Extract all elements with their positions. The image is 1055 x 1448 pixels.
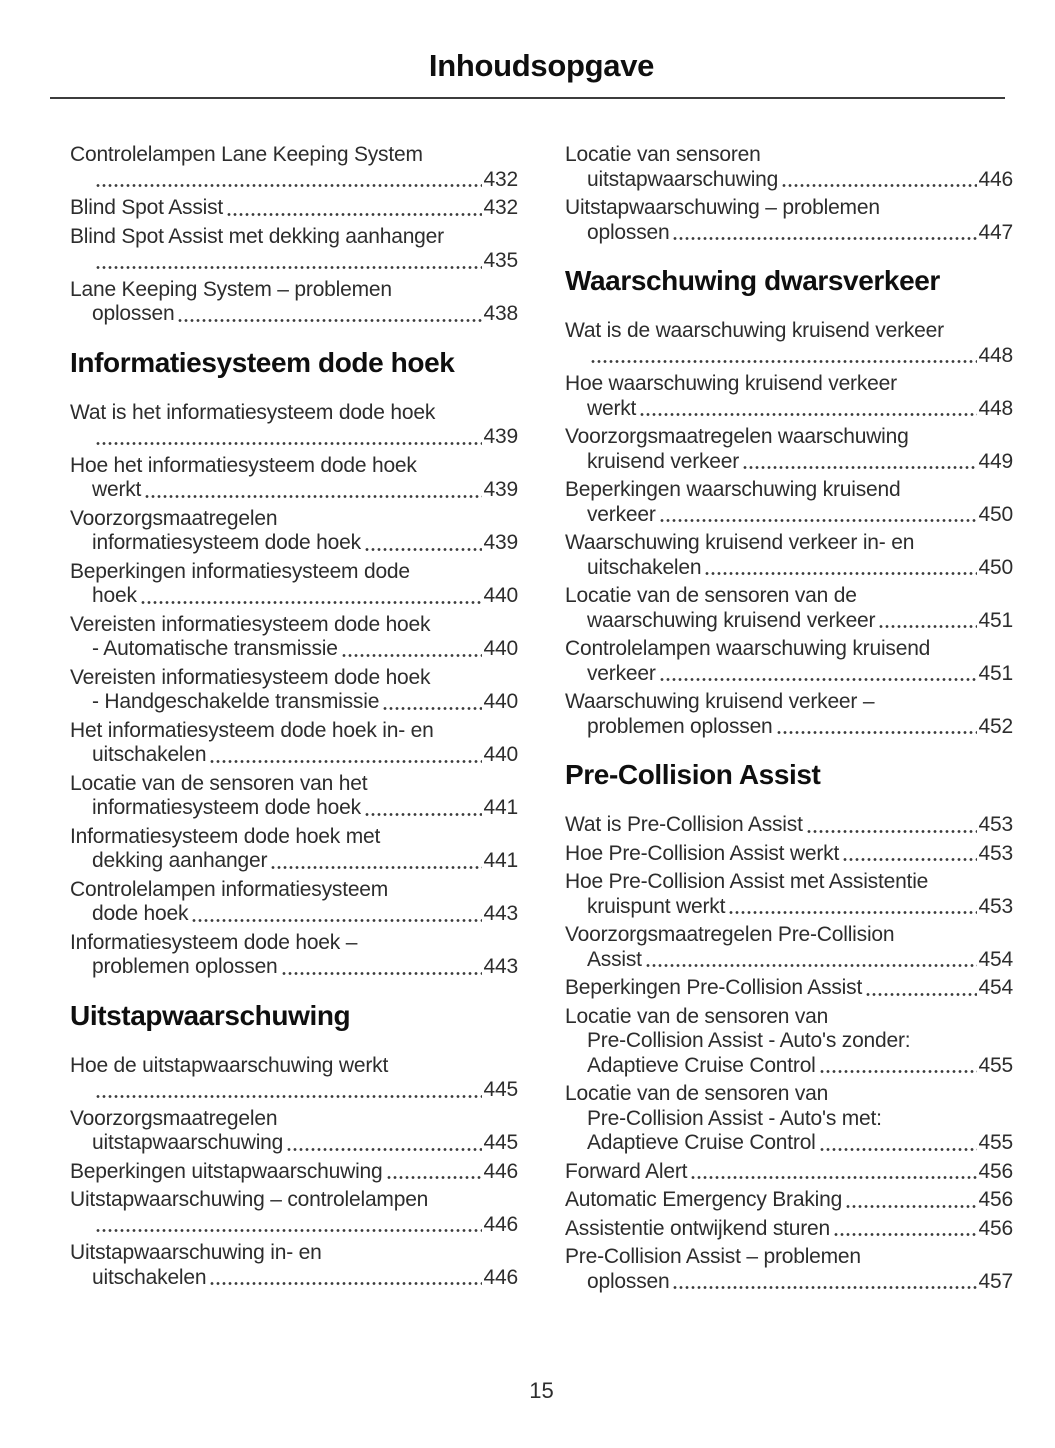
toc-entry-text: Controlelampen Lane Keeping System	[70, 143, 423, 166]
toc-entry-text: verkeer	[587, 661, 656, 685]
toc-page-number: 448	[978, 343, 1013, 367]
toc-page-number: 443	[483, 955, 518, 978]
toc-entry	[70, 560, 518, 609]
toc-page-number: 441	[483, 849, 518, 872]
dot-leader	[144, 493, 481, 500]
dot-leader	[364, 546, 482, 553]
dot-leader	[382, 705, 481, 712]
toc-entry	[70, 613, 518, 662]
toc-page-number: 450	[978, 502, 1013, 526]
toc-entry-text: problemen oplossen	[587, 714, 773, 738]
dot-leader	[672, 235, 976, 242]
dot-leader	[865, 991, 976, 998]
dot-leader	[140, 599, 482, 606]
toc-page-number: 454	[978, 947, 1013, 971]
toc-entry	[565, 1188, 1013, 1213]
toc-entry-text: uitstapwaarschuwing	[92, 1131, 284, 1154]
toc-page-number: 432	[483, 167, 518, 191]
toc-entry	[565, 143, 1013, 192]
toc-entry-text: kruispunt werkt	[587, 894, 726, 918]
toc-entry-text: Wat is Pre-Collision Assist	[565, 813, 803, 836]
dot-leader	[659, 517, 977, 524]
toc-page-number: 443	[483, 902, 518, 925]
toc-page-number: 438	[483, 302, 518, 325]
toc-entry	[70, 931, 518, 980]
toc-page-number: 456	[978, 1216, 1013, 1240]
toc-entry	[70, 1188, 518, 1237]
toc-entry-text: Adaptieve Cruise Control	[587, 1053, 816, 1077]
toc-entry	[565, 1005, 1013, 1079]
toc-entry	[565, 478, 1013, 527]
toc-entry-text: Waarschuwing kruisend verkeer in- en	[565, 531, 915, 554]
toc-page-number: 450	[978, 555, 1013, 579]
toc-entry-text: Het informatiesysteem dode hoek in- en	[70, 718, 434, 742]
toc-page-number: 451	[978, 661, 1013, 685]
dot-leader	[386, 1174, 482, 1181]
toc-page-number: 447	[978, 220, 1013, 244]
toc-entry	[70, 507, 518, 556]
toc-page-number: 456	[978, 1159, 1013, 1183]
toc-entry-text: informatiesysteem dode hoek	[92, 531, 361, 554]
toc-entry-text: Blind Spot Assist met dekking aanhanger	[70, 224, 444, 248]
toc-entry-text: uitschakelen	[587, 555, 702, 579]
toc-entry-text: Controlelampen waarschuwing kruisend	[565, 637, 931, 660]
toc-entry-text: Informatiesysteem dode hoek –	[70, 930, 358, 954]
toc-entry-text: Hoe het informatiesysteem dode hoek	[70, 453, 417, 477]
dot-leader	[95, 264, 482, 271]
toc-page-number: 439	[483, 531, 518, 554]
dot-leader	[672, 1284, 976, 1291]
toc-entry-text: - Automatische transmissie	[92, 637, 338, 660]
dot-leader	[878, 623, 976, 630]
dot-leader	[704, 570, 976, 577]
toc-page-number: 446	[978, 167, 1013, 191]
toc-page-number: 445	[483, 1131, 518, 1154]
toc-entry-text: dode hoek	[92, 902, 189, 925]
toc-entry-text: Vereisten informatiesysteem dode hoek	[70, 612, 431, 636]
section-heading: Informatiesysteem dode hoek	[70, 346, 455, 378]
dot-leader	[781, 182, 976, 189]
dot-leader	[659, 676, 977, 683]
toc-entry-text: Informatiesysteem dode hoek met	[70, 824, 381, 848]
toc-entry	[70, 666, 518, 715]
toc-entry-text: Pre-Collision Assist - Auto's zonder:	[587, 1029, 911, 1052]
toc-entry	[70, 772, 518, 821]
toc-column-left	[70, 143, 518, 1298]
toc-page-number: 449	[978, 449, 1013, 473]
toc-page-number: 446	[483, 1212, 518, 1236]
section-heading: Uitstapwaarschuwing	[70, 999, 351, 1031]
dot-leader	[806, 828, 977, 835]
page-number-footer: 15	[529, 1378, 554, 1403]
toc-entry	[565, 976, 1013, 1001]
dot-leader	[341, 652, 482, 659]
toc-page-number: 455	[978, 1053, 1013, 1077]
toc-entry-text: Assist	[587, 947, 642, 971]
toc-entry-text: hoek	[92, 584, 137, 607]
toc-entry-text: Beperkingen uitstapwaarschuwing	[70, 1159, 383, 1183]
toc-entry-text: Locatie van de sensoren van de	[565, 584, 857, 607]
toc-entry	[565, 319, 1013, 368]
toc-entry	[70, 719, 518, 768]
toc-entry	[565, 584, 1013, 633]
toc-entry-text: Beperkingen informatiesysteem dode	[70, 559, 410, 583]
toc-entry-text: Voorzorgsmaatregelen Pre-Collision	[565, 923, 895, 946]
dot-leader	[95, 182, 482, 189]
toc-entry	[70, 1241, 518, 1290]
toc-page-number: 453	[978, 841, 1013, 865]
dot-leader	[177, 317, 481, 324]
toc-entry	[565, 1217, 1013, 1242]
toc-entry-text: Hoe Pre-Collision Assist werkt	[565, 841, 840, 865]
toc-entry-text: Uitstapwaarschuwing in- en	[70, 1241, 322, 1264]
toc-page-number: 439	[483, 478, 518, 501]
toc-page-number: 452	[978, 714, 1013, 738]
toc-page-number: 440	[483, 584, 518, 607]
toc-entry-text: Voorzorgsmaatregelen waarschuwing	[565, 425, 909, 448]
toc-entry-text: werkt	[92, 478, 142, 501]
dot-leader	[819, 1146, 977, 1153]
toc-entry-text: oplossen	[587, 220, 670, 244]
dot-leader	[95, 1093, 482, 1100]
toc-entry-text: Beperkingen Pre-Collision Assist	[565, 976, 863, 999]
toc-entry	[70, 225, 518, 274]
toc-entry-text: werkt	[587, 396, 637, 420]
toc-entry-text: Locatie van de sensoren van het	[70, 771, 368, 795]
toc-entry	[70, 401, 518, 450]
toc-entry	[70, 454, 518, 503]
toc-entry-text: oplossen	[587, 1269, 670, 1293]
toc-entry	[70, 825, 518, 874]
dot-leader	[842, 856, 976, 863]
dot-leader	[590, 358, 977, 365]
dot-leader	[226, 211, 482, 218]
toc-entry-text: uitstapwaarschuwing	[587, 167, 779, 191]
dot-leader	[833, 1231, 977, 1238]
toc-page-number: 446	[483, 1265, 518, 1289]
toc-entry-text: Pre-Collision Assist – problemen	[565, 1245, 861, 1268]
toc-entry-text: Beperkingen waarschuwing kruisend	[565, 478, 901, 501]
toc-page-number: 455	[978, 1131, 1013, 1154]
toc-page-number: 439	[483, 425, 518, 448]
dot-leader	[209, 1280, 481, 1287]
toc-entry	[565, 425, 1013, 474]
toc-page-number: 445	[483, 1078, 518, 1101]
toc-entry-text: Uitstapwaarschuwing – problemen	[565, 196, 880, 219]
section-heading: Pre-Collision Assist	[565, 759, 821, 790]
toc-entry	[70, 1160, 518, 1185]
toc-entry	[565, 1160, 1013, 1185]
toc-entry	[565, 196, 1013, 245]
toc-page-number: 440	[483, 743, 518, 766]
toc-entry-text: kruisend verkeer	[587, 449, 740, 473]
dot-leader	[191, 917, 481, 924]
toc-entry-text: Wat is de waarschuwing kruisend verkeer	[565, 319, 944, 342]
toc-entry-text: oplossen	[92, 302, 175, 325]
toc-entry-text: Lane Keeping System – problemen	[70, 277, 392, 301]
dot-leader	[364, 811, 482, 818]
toc-entry	[565, 813, 1013, 838]
toc-entry-text: Assistentie ontwijkend sturen	[565, 1216, 831, 1240]
toc-page-number: 453	[978, 894, 1013, 918]
toc-entry-text: Voorzorgsmaatregelen	[70, 506, 278, 530]
toc-entry-text: Controlelampen informatiesysteem	[70, 877, 389, 901]
dot-leader	[690, 1174, 976, 1181]
dot-leader	[270, 864, 481, 871]
toc-entry-text: Vereisten informatiesysteem dode hoek	[70, 665, 431, 689]
toc-entry	[565, 870, 1013, 919]
toc-entry-text: Automatic Emergency Braking	[565, 1188, 843, 1211]
page-title: Inhoudsopgave	[428, 48, 655, 83]
dot-leader	[776, 729, 977, 736]
toc-entry	[565, 637, 1013, 686]
toc-page-number: 454	[978, 976, 1013, 999]
toc-page-number: 457	[978, 1269, 1013, 1293]
toc-entry-text: Wat is het informatiesysteem dode hoek	[70, 400, 436, 424]
toc-entry	[565, 690, 1013, 739]
toc-entry-text: dekking aanhanger	[92, 849, 268, 872]
section-heading: Waarschuwing dwarsverkeer	[565, 265, 940, 296]
toc-entry-text: Hoe de uitstapwaarschuwing werkt	[70, 1053, 389, 1077]
dot-leader	[95, 440, 482, 447]
dot-leader	[845, 1203, 976, 1210]
toc-page-number: 446	[483, 1159, 518, 1183]
dot-leader	[742, 464, 977, 471]
toc-entry-text: problemen oplossen	[92, 955, 278, 978]
toc-entry-text: uitschakelen	[92, 1265, 207, 1289]
toc-entry-text: Forward Alert	[565, 1159, 688, 1183]
toc-entry	[70, 278, 518, 327]
toc-entry-text: Blind Spot Assist	[70, 196, 224, 219]
toc-entry-text: Locatie van de sensoren van	[565, 1004, 829, 1028]
dot-leader	[95, 1227, 482, 1234]
toc-entry	[565, 842, 1013, 867]
dot-leader	[281, 970, 482, 977]
toc-page-number: 440	[483, 690, 518, 713]
toc-entry	[70, 1107, 518, 1156]
toc-entry-text: uitschakelen	[92, 743, 207, 766]
toc-columns	[0, 143, 1055, 1298]
dot-leader	[286, 1146, 481, 1153]
toc-entry	[70, 143, 518, 192]
toc-entry-text: Locatie van de sensoren van	[565, 1082, 829, 1105]
toc-page-number: 440	[483, 637, 518, 660]
toc-page-number: 432	[483, 196, 518, 219]
toc-entry	[565, 531, 1013, 580]
toc-page-number: 453	[978, 813, 1013, 836]
toc-entry	[70, 878, 518, 927]
toc-entry-text: Hoe waarschuwing kruisend verkeer	[565, 372, 897, 395]
toc-entry	[565, 372, 1013, 421]
toc-entry-text: waarschuwing kruisend verkeer	[587, 608, 876, 632]
dot-leader	[209, 758, 481, 765]
dot-leader	[728, 909, 976, 916]
toc-entry-text: Hoe Pre-Collision Assist met Assistentie	[565, 870, 929, 893]
toc-entry-text: Uitstapwaarschuwing – controlelampen	[70, 1188, 429, 1211]
toc-entry-text: Voorzorgsmaatregelen	[70, 1106, 278, 1130]
toc-entry	[565, 1082, 1013, 1156]
toc-page-number: 448	[978, 396, 1013, 420]
dot-leader	[645, 962, 977, 969]
dot-leader	[639, 411, 976, 418]
toc-entry-text: - Handgeschakelde transmissie	[92, 690, 380, 713]
title-rule	[50, 97, 1005, 99]
toc-entry-text: Locatie van sensoren	[565, 143, 761, 166]
toc-entry	[565, 923, 1013, 972]
toc-entry	[70, 196, 518, 221]
toc-page-number: 451	[978, 608, 1013, 632]
toc-page-number: 435	[483, 249, 518, 272]
toc-entry-text: verkeer	[587, 502, 656, 526]
toc-page-number: 441	[483, 796, 518, 819]
toc-entry	[565, 1245, 1013, 1294]
toc-page-number: 456	[978, 1188, 1013, 1211]
toc-entry-text: informatiesysteem dode hoek	[92, 796, 361, 819]
toc-column-right	[565, 143, 1013, 1298]
toc-entry-text: Waarschuwing kruisend verkeer –	[565, 690, 875, 713]
toc-entry-text: Adaptieve Cruise Control	[587, 1131, 816, 1154]
toc-entry-text: Pre-Collision Assist - Auto's met:	[587, 1106, 882, 1130]
toc-entry	[70, 1054, 518, 1103]
dot-leader	[819, 1068, 977, 1075]
